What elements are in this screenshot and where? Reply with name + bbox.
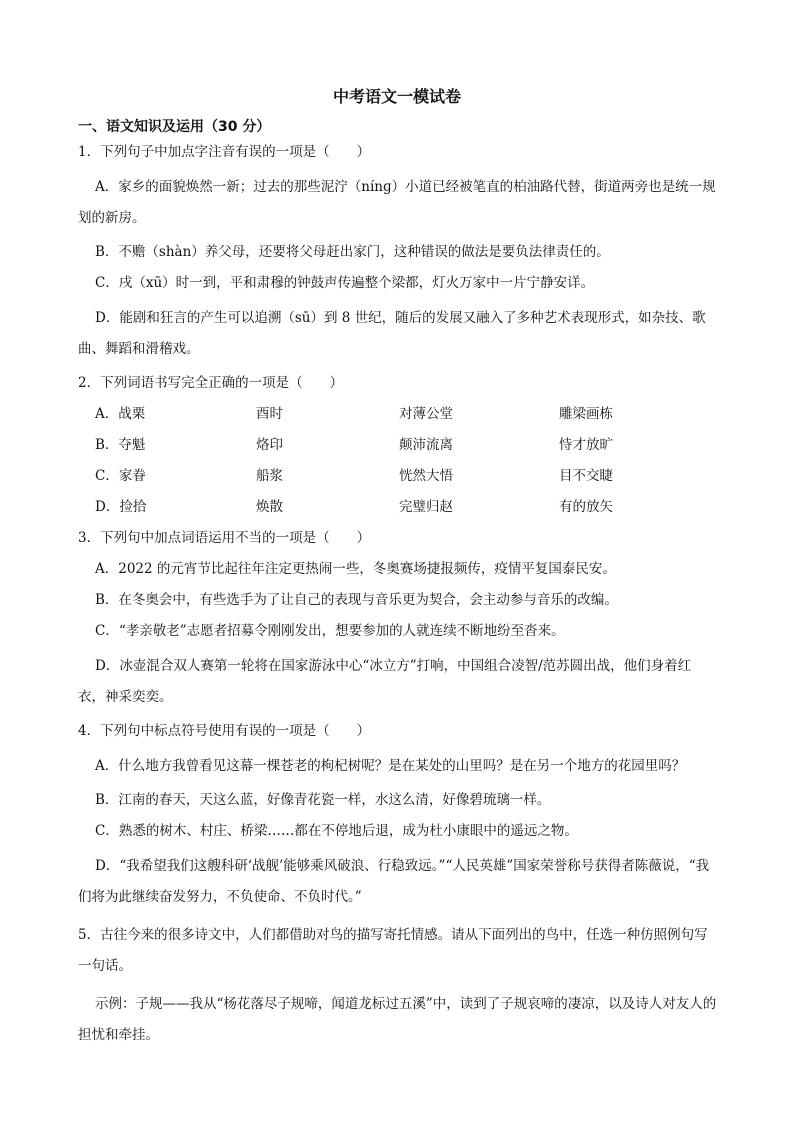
- option-word: 颠沛流离: [399, 437, 453, 453]
- option-word: 有的放矢: [559, 499, 613, 515]
- option-word: 烙印: [256, 437, 283, 453]
- question-4-stem: 4．下列句中标点符号使用有误的一项是（ ）: [78, 723, 371, 739]
- option-word: 雕梁画栋: [559, 406, 613, 422]
- question-5-example: 示例：子规——我从“杨花落尽子规啼，闻道龙标过五溪”中，读到了子规哀啼的凄凉，以及诗人对友人的 担忧和牵挂。: [78, 996, 717, 1043]
- question-4-option-d: D．“我希望我们这艘科研‘战舰’能够乘风破浪、行稳致远。”“人民英雄”国家荣誉称号获得者陈薇说，“我们将为此继续奋发努力，不负使命、不负时代。”: [78, 858, 710, 905]
- question-3-option-b: B．在冬奥会中，有些选手为了让自己的表现与音乐更为契合，会主动参与音乐的改编。: [95, 592, 618, 608]
- option-word: A．战栗: [95, 406, 146, 422]
- question-5-stem: 5．古往今来的很多诗文中，人们都借助对鸟的描写寄托情感。请从下面列出的鸟中，任选一种仿照例句写 一句话。: [78, 927, 708, 974]
- question-1-option-a: A．家乡的面貌焕然一新；过去的那些泥泞（nínɡ）小道已经被笔直的柏油路代替，街道两旁也是统一规划的新房。: [78, 179, 716, 226]
- option-word: B．夺魁: [95, 437, 146, 453]
- question-1-option-b: B．不赡（shàn）养父母，还要将父母赶出家门，这种错误的做法是要负法律责任的。: [95, 244, 610, 260]
- question-2-option-row: [78, 434, 718, 457]
- option-word: 目不交睫: [559, 468, 613, 484]
- option-word: 酉时: [256, 406, 283, 422]
- option-word: 完璧归赵: [399, 499, 453, 515]
- question-3-option-d: D．冰壶混合双人赛第一轮将在国家游泳中心“冰立方”打响，中国组合凌智/范苏圆出战，他们身着红衣，神采奕奕。: [78, 658, 692, 705]
- question-3-option-c: C．“孝亲敬老”志愿者招募令刚刚发出，想要参加的人就连续不断地纷至沓来。: [95, 623, 565, 639]
- question-list: [78, 141, 718, 1058]
- question-3-option-a: A．2022 的元宵节比起往年注定更热闹一些，冬奥赛场捷报频传，疫情平复国泰民安。: [95, 561, 616, 577]
- option-word: 对薄公堂: [399, 406, 453, 422]
- question-4-option-b: B．江南的春天，天这么蓝，好像青花瓷一样，水这么清，好像碧琉璃一样。: [95, 792, 551, 808]
- option-word: C．家眷: [95, 468, 146, 484]
- option-word: 恃才放旷: [559, 437, 613, 453]
- question-3-stem: 3．下列句中加点词语运用不当的一项是（ ）: [78, 530, 371, 546]
- question-1-option-d: D．能剧和狂言的产生可以追溯（sū）到 8 世纪，随后的发展又融入了多种艺术表现形式，如杂技、歌曲、舞蹈和滑稽戏。: [78, 310, 706, 357]
- question-2-option-row: [78, 496, 718, 519]
- question-2-option-row: [78, 403, 718, 426]
- question-2-option-row: [78, 465, 718, 488]
- section-heading: 一、语文知识及运用（30 分）: [78, 119, 271, 135]
- question-1-stem: 1．下列句子中加点字注音有误的一项是（ ）: [78, 144, 371, 160]
- question-1-option-c: C．戌（xū）时一到，平和肃穆的钟鼓声传遍整个梁都，灯火万家中一片宁静安详。: [95, 275, 595, 291]
- option-word: 焕散: [256, 499, 283, 515]
- option-word: D．捡拾: [95, 499, 147, 515]
- question-4-option-c: C．熟悉的树木、村庄、桥梁……都在不停地后退，成为杜小康眼中的遥远之物。: [95, 823, 578, 839]
- option-word: 恍然大悟: [399, 468, 453, 484]
- question-2-stem: 2．下列词语书写完全正确的一项是（ ）: [78, 375, 344, 391]
- question-2-options: [78, 403, 718, 519]
- question-4-option-a: A．什么地方我曾看见这幕一棵苍老的枸杞树呢？是在某处的山里吗？是在另一个地方的花园里吗？: [95, 758, 686, 774]
- page-title: 中考语文一模试卷: [332, 87, 461, 106]
- option-word: 船浆: [256, 468, 283, 484]
